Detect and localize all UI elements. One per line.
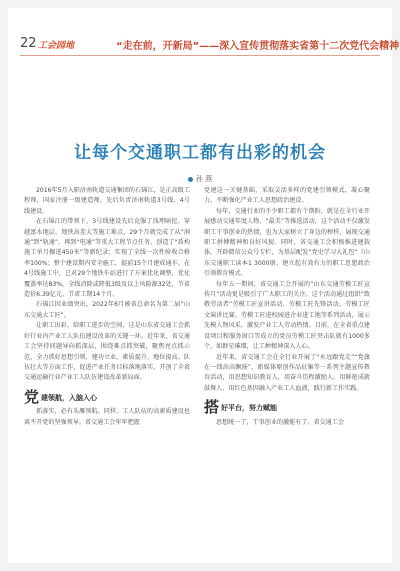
paragraph: 在石锦江的带领下，3号线建设先后克服了浅埋暗挖、穿越富水地层、地铁高差大等施工难点，29个月就完成了从“洞通”到“轨通”，再到“电通”等重大工程节点任务，创造了“盾构施工单月掘进450米”等新纪录；实现了全线一次性验收合格率100%；整个建设期内安全施工，提前15个月建成通车。在4号线施工中，已对29个地铁车站进行了方案优化调整，优化覆盖率达83%，全线消除或降低3级及以上风险源32处，节省造价6.39亿元，节省工期14个月。 [24, 218, 190, 299]
section-heading [24, 387, 190, 406]
left-column [24, 186, 190, 428]
paragraph: 思想统一了，干事创业的激能有了。省交通工会 [216, 418, 344, 426]
paragraph: 石锦江因业绩突出，2022年6月被省总命名为第二届“山东交通大工匠”。 [24, 301, 190, 319]
paragraph: 党建这一关键基础，采取灵活多样的党建引领模式，凝心聚力，不断强化产业工人思想政治建设。 [204, 187, 370, 205]
section-heading-text: 建领航，入脑入心 [41, 393, 98, 402]
section-heading [204, 398, 370, 417]
page-number: 22 [20, 36, 37, 51]
article-byline [8, 174, 392, 184]
byline-marker [188, 177, 193, 182]
page-header [8, 8, 400, 58]
right-column [204, 186, 370, 428]
paragraph: 让职工出彩，给职工进步的空间，这是山东省交通工会抓好行业内产业工人队伍建设改革的关键一环。近年来，省交通工会坚持问题导向抓深层，围绕难点抓突破，聚焦亮点抓示范，全力抓好思想引领、建功立业、素质提升、地位提高、队伍壮大等方面工作，促进产业任务目标落地落实，开创了全省交通运输行业产业工人队伍建设改革新局面。 [24, 322, 190, 382]
section-heading-initial: 党 [24, 387, 40, 406]
paragraph: 抓落实，必有头雁领航。同样，工人队伍的高素质建设也离不开党的坚强领导。省交通工会牢牢把握 [24, 408, 190, 426]
header-divider [20, 55, 380, 56]
header-slogan: “走在前，开新局”——深入宣传贯彻落实省第十二次党代会精神 [116, 41, 400, 52]
article-title: 让每个交通职工都有出彩的机会 [74, 143, 326, 163]
paragraph: 每年五一期间，省交通工会开展的“山东交通劳模工匠宣传月”活动更是吸引了广大职工的关注。这个活动通过组织“致敬劳动者”劳模工匠宣讲活动、劳模工匠先锋活动、劳模工匠文演讲比赛、劳模工匠进校园进企业进工地等系列活动，展示先模人物风采，激发产业工人劳动热情。目前，在全省重点建设项目和服务窗口等成立的党员劳模工匠突击队就有1000多个，如群星璀璨，让工种精神深入人心。 [204, 280, 370, 351]
magazine-logo: 工会园地 [38, 41, 75, 51]
section-heading-initial: 搭 [204, 398, 220, 417]
magazine-page [8, 8, 400, 563]
paragraph: 每年，交通行业的不少职工都有个期盼，就是在全行业开展感动交通年度人物、“最美”等推选活动，这个活动不仅激发职工干事创业的热情，也为大家树立了身边的榜样，展现交通职工拼搏精神和良好风貌。同时，省交通工会积极推进建载体，开辟微信公众号专栏，为基层配发“党史学习大礼包”（山东交通职工读本1 3000册，建立起有效有力的职工思想政治引领教育模式。 [204, 207, 370, 278]
paragraph: 2016年5月入职济南轨道交通集团的石锦江，是正高级工程师，国家注册一级建造师，先后负责济南轨道3号线、4号线建设。 [24, 187, 190, 215]
paragraph: 近年来，省交通工会在全行业开展了“永远跟党走”“党旗在一线高高飘扬”、新媒体原创作品征集等一系列主题宣传教育活动，用思想知识教育人，用奋斗历程激励人，用鲜艳成就鼓舞人，用红色基因融入产业工人血液，践行新工作实践。 [204, 353, 370, 392]
author-name: 孙 燕 [195, 175, 213, 183]
section-heading-text: 好平台，努力赋能 [221, 404, 278, 413]
